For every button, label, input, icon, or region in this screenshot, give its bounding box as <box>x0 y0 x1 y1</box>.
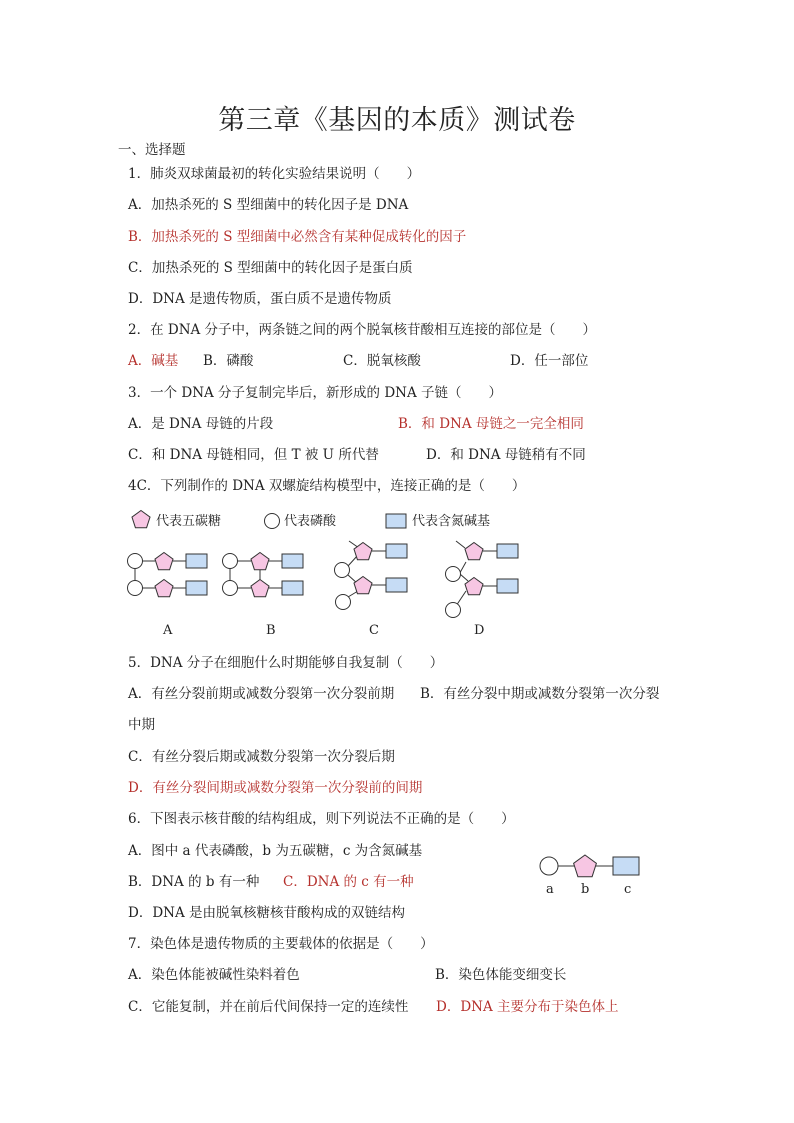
sugar-icon <box>354 543 372 560</box>
sugar-icon <box>354 577 372 594</box>
model-b <box>223 553 304 597</box>
q5-option-b: B．有丝分裂中期或减数分裂第一次分裂 <box>420 686 660 702</box>
legend-square-label: 代表含氮碱基 <box>412 514 491 529</box>
sugar-icon <box>251 553 269 570</box>
q4-stem: 4C．下列制作的 DNA 双螺旋结构模型中，连接正确的是（ ） <box>128 478 526 494</box>
base-icon <box>186 581 207 595</box>
legend-pentagon-label: 代表五碳糖 <box>156 514 222 529</box>
q6-option-c: C．DNA 的 c 有一种 <box>283 874 414 890</box>
q5-option-b-continued: 中期 <box>128 717 155 733</box>
q6-stem: 6．下图表示核苷酸的结构组成，则下列说法不正确的是（ ） <box>128 811 515 827</box>
phosphate-icon <box>223 554 238 569</box>
label-b: b <box>581 882 590 897</box>
q1-option-c: C．加热杀死的 S 型细菌中的转化因子是蛋白质 <box>128 260 413 276</box>
q5-stem: 5．DNA 分子在细胞什么时期能够自我复制（ ） <box>128 655 444 671</box>
q4-figure <box>0 505 794 640</box>
model-d-label: D <box>474 623 485 638</box>
q2-stem: 2．在 DNA 分子中，两条链之间的两个脱氧核苷酸相互连接的部位是（ ） <box>128 322 597 338</box>
base-icon <box>386 578 407 592</box>
q2-option-b: B．磷酸 <box>203 353 254 369</box>
model-a <box>128 553 208 597</box>
q3-option-b: B．和 DNA 母链之一完全相同 <box>398 416 584 432</box>
label-a: a <box>546 882 554 897</box>
model-c-label: C <box>369 623 379 638</box>
q3-option-a: A．是 DNA 母链的片段 <box>128 416 274 432</box>
phosphate-icon <box>128 581 143 596</box>
base-icon <box>282 581 303 595</box>
sugar-icon <box>574 855 597 877</box>
q2-option-c: C．脱氧核酸 <box>343 353 421 369</box>
q5-option-a: A．有丝分裂前期或减数分裂第一次分裂前期 <box>128 686 395 702</box>
nucleotide-figure <box>0 850 794 900</box>
q3-stem: 3．一个 DNA 分子复制完毕后，新形成的 DNA 子链（ ） <box>128 385 503 401</box>
phosphate-icon <box>336 595 351 610</box>
sugar-icon <box>155 553 173 570</box>
phosphate-icon <box>335 563 350 578</box>
legend-square-icon <box>386 514 406 528</box>
q6-option-d: D．DNA 是由脱氧核糖核苷酸构成的双链结构 <box>128 905 405 921</box>
q7-option-b: B．染色体能变细变长 <box>435 967 567 983</box>
q7-option-a: A．染色体能被碱性染料着色 <box>128 967 300 983</box>
q2-option-a: A．碱基 <box>128 353 179 369</box>
q2-option-d: D．任一部位 <box>510 353 589 369</box>
legend-pentagon-icon <box>132 511 150 528</box>
sugar-icon <box>155 580 173 597</box>
q1-option-b: B．加热杀死的 S 型细菌中必然含有某种促成转化的因子 <box>128 229 467 245</box>
q1-stem: 1．肺炎双球菌最初的转化实验结果说明（ ） <box>128 166 421 182</box>
base-icon <box>613 857 639 875</box>
phosphate-icon <box>540 857 558 875</box>
base-icon <box>282 554 303 568</box>
q7-option-d: D．DNA 主要分布于染色体上 <box>436 999 619 1015</box>
phosphate-icon <box>223 581 238 596</box>
legend-circle-label: 代表磷酸 <box>284 514 337 529</box>
legend-circle-icon <box>265 514 280 529</box>
q5-option-c: C．有丝分裂后期或减数分裂第一次分裂后期 <box>128 749 395 765</box>
q7-stem: 7．染色体是遗传物质的主要载体的依据是（ ） <box>128 936 434 952</box>
phosphate-icon <box>446 603 461 618</box>
q7-option-c: C．它能复制，并在前后代间保持一定的连续性 <box>128 999 409 1015</box>
q5-option-d: D．有丝分裂间期或减数分裂第一次分裂前的间期 <box>128 780 423 796</box>
q3-option-c: C．和 DNA 母链相同，但 T 被 U 所代替 <box>128 447 379 463</box>
base-icon <box>497 544 518 558</box>
q1-option-d: D．DNA 是遗传物质，蛋白质不是遗传物质 <box>128 291 392 307</box>
page-title: 第三章《基因的本质》测试卷 <box>218 105 576 136</box>
model-a-label: A <box>163 623 173 638</box>
base-icon <box>186 554 207 568</box>
base-icon <box>497 579 518 593</box>
phosphate-icon <box>446 567 461 582</box>
model-b-label: B <box>266 623 276 638</box>
q3-option-d: D．和 DNA 母链稍有不同 <box>426 447 586 463</box>
q6-option-a: A．图中 a 代表磷酸，b 为五碳糖，c 为含氮碱基 <box>128 843 423 859</box>
model-d <box>446 541 519 618</box>
phosphate-icon <box>128 554 143 569</box>
model-c <box>335 541 408 610</box>
sugar-icon <box>251 580 269 597</box>
q6-option-b: B．DNA 的 b 有一种 <box>128 874 260 890</box>
section-heading: 一、选择题 <box>118 142 186 158</box>
q1-option-a: A．加热杀死的 S 型细菌中的转化因子是 DNA <box>128 197 409 213</box>
sugar-icon <box>465 543 483 560</box>
base-icon <box>386 544 407 558</box>
label-c: c <box>624 882 632 897</box>
